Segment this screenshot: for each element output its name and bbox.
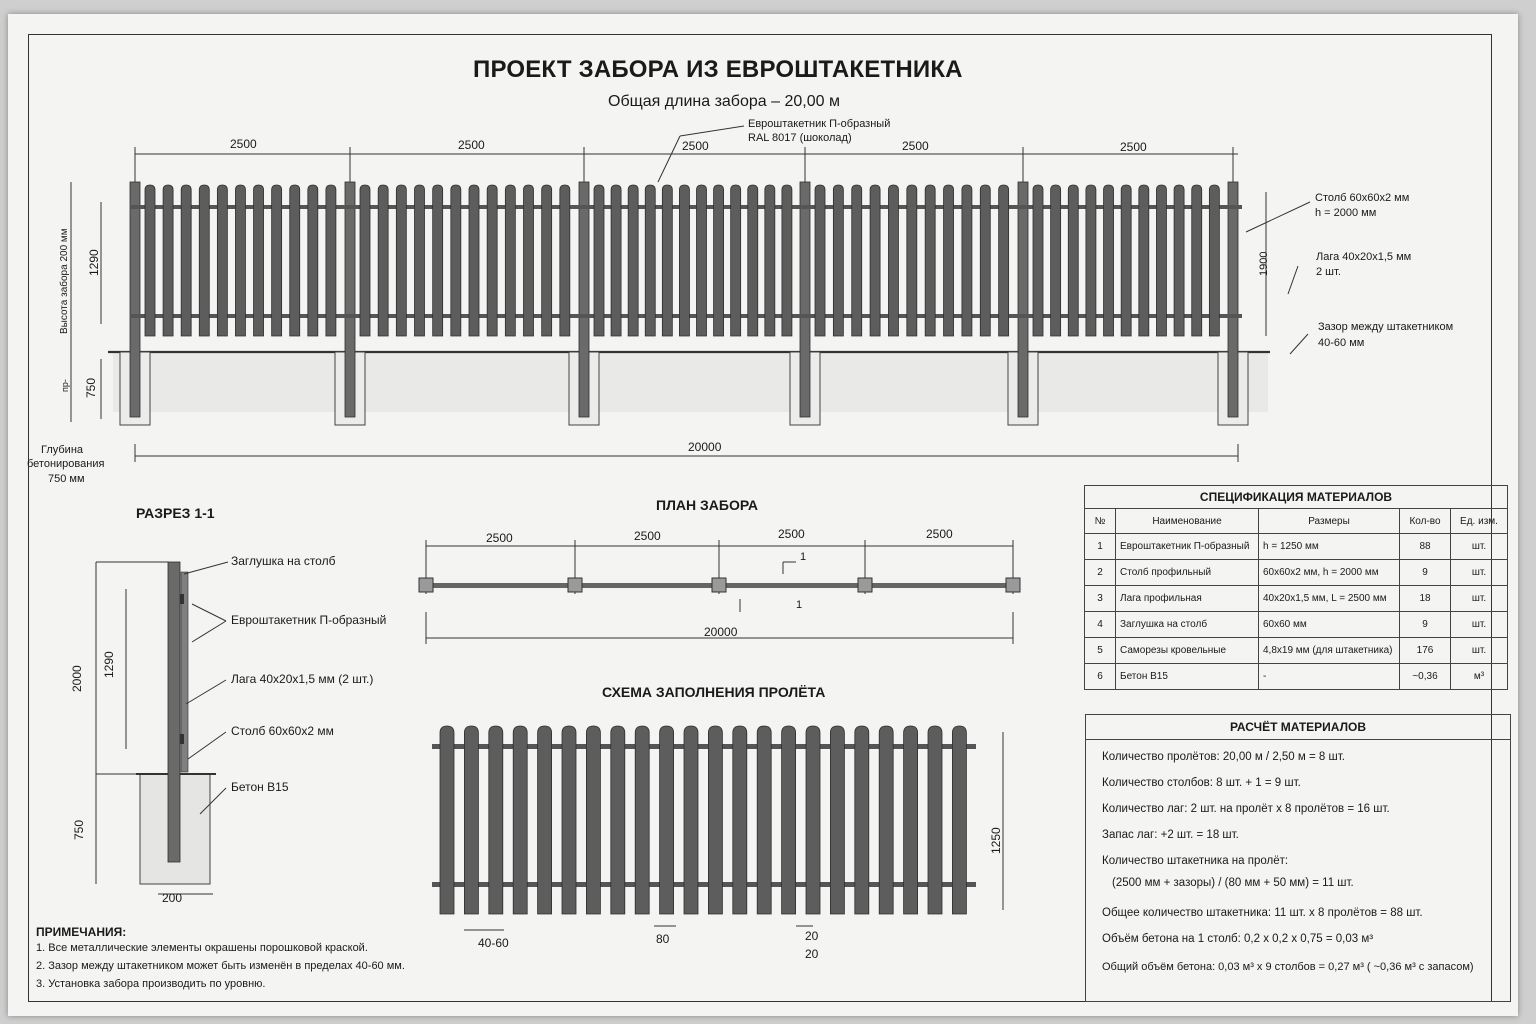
elev-span-dim-5: 2500 [1120, 140, 1147, 154]
page-title: ПРОЕКТ ЗАБОРА ИЗ ЕВРОШТАКЕТНИКА [473, 56, 963, 83]
scheme-picket [635, 726, 649, 914]
spec-cell: 60х60 мм [1259, 612, 1400, 638]
section-picket-label: Евроштакетник П-образный [231, 613, 387, 627]
elev-picket [697, 185, 707, 336]
calc-line: Количество штакетника на пролёт: [1102, 855, 1289, 867]
elev-picket [870, 185, 880, 336]
elev-dim-1900: 1900 [1258, 251, 1270, 276]
spec-cell: 18 [1400, 586, 1451, 612]
elev-picket [765, 185, 775, 336]
elev-picket [925, 185, 935, 336]
plan-post [712, 578, 726, 592]
calc-line: Количество пролётов: 20,00 м / 2,50 м = 8 шт. [1102, 751, 1345, 763]
picket-note-line2: RAL 8017 (шоколад) [748, 132, 852, 144]
fence-elevation [71, 126, 1310, 462]
elev-picket [1192, 185, 1202, 336]
calc-line: Объём бетона на 1 столб: 0,2 х 0,2 х 0,75 = 0,03 м³ [1102, 933, 1374, 945]
elev-picket [888, 185, 898, 336]
post-label-line1: Столб 60х60х2 мм [1315, 192, 1410, 204]
spec-cell: 88 [1400, 534, 1451, 560]
elev-picket [833, 185, 843, 336]
scheme-picket [855, 726, 869, 914]
elev-picket [542, 185, 552, 336]
scheme-picket [586, 726, 600, 914]
elev-picket [782, 185, 792, 336]
plan-title: ПЛАН ЗАБОРА [656, 497, 759, 513]
spec-col-qty: Кол-во [1400, 509, 1451, 534]
spec-cell: 40х20х1,5 мм, L = 2500 мм [1259, 586, 1400, 612]
spec-cell: - [1259, 664, 1400, 690]
scheme-picket [513, 726, 527, 914]
table-row [1085, 560, 1508, 586]
picket-leader [680, 126, 744, 136]
elev-picket [505, 185, 515, 336]
depth-label-line1: Глубина [41, 444, 84, 456]
scheme-picket [928, 726, 942, 914]
page-subtitle: Общая длина забора – 20,00 м [608, 93, 840, 110]
elev-picket [815, 185, 825, 336]
rail-label-line2: 2 шт. [1316, 266, 1341, 278]
spec-cell: Саморезы кровельные [1116, 638, 1259, 664]
calc-line: Количество столбов: 8 шт. + 1 = 9 шт. [1102, 777, 1301, 789]
spec-cell: шт. [1451, 586, 1508, 612]
elev-picket [679, 185, 689, 336]
calc-line: Общее количество штакетника: 11 шт. х 8 пролётов = 88 шт. [1102, 907, 1423, 919]
scheme-picket [660, 726, 674, 914]
scheme-picket [757, 726, 771, 914]
elev-picket [217, 185, 227, 336]
gap-leader [1290, 334, 1308, 354]
depth-label-line3: 750 мм [48, 473, 85, 485]
elev-picket [731, 185, 741, 336]
elev-picket [980, 185, 990, 336]
spec-cell: 4 [1085, 612, 1116, 638]
spec-cell: 6 [1085, 664, 1116, 690]
scheme-dim-height: 1250 [989, 827, 1003, 854]
elev-picket [524, 185, 534, 336]
spec-col-num: № [1085, 509, 1116, 534]
picket-leader [658, 136, 680, 182]
gap-label-line1: Зазор между штакетником [1318, 321, 1454, 333]
scheme-picket [806, 726, 820, 914]
elev-picket [1068, 185, 1078, 336]
elev-picket [962, 185, 972, 336]
notes-title: ПРИМЕЧАНИЯ: [36, 925, 127, 939]
section-rail-bottom [180, 734, 184, 744]
plan-post [1006, 578, 1020, 592]
spec-cell: ~0,36 [1400, 664, 1451, 690]
elev-picket [181, 185, 191, 336]
section-picket-leader [192, 621, 226, 642]
scheme-picket [879, 726, 893, 914]
scheme-picket [538, 726, 552, 914]
fence-post [800, 182, 810, 417]
elev-picket [1174, 185, 1184, 336]
elev-dim-1290: 1290 [87, 249, 101, 276]
elev-picket [433, 185, 443, 336]
elev-picket [1156, 185, 1166, 336]
spec-cell: 2 [1085, 560, 1116, 586]
picket-note-line1: Евроштакетник П-образный [748, 118, 891, 130]
section-post-label: Столб 60х60х2 мм [231, 724, 334, 738]
gap-label-line2: 40-60 мм [1318, 337, 1365, 349]
fence-post [130, 182, 140, 417]
spec-cell: 5 [1085, 638, 1116, 664]
spec-cell: Заглушка на столб [1116, 612, 1259, 638]
spec-cell: 60х60х2 мм, h = 2000 мм [1259, 560, 1400, 586]
plan-cut-mark-bottom: 1 [796, 599, 803, 611]
section-concrete-label: Бетон В15 [231, 780, 289, 794]
spec-col-name: Наименование [1116, 509, 1259, 534]
fence-height-label: Высота забора 200 мм [59, 228, 70, 334]
spec-caption: СПЕЦИФИКАЦИЯ МАТЕРИАЛОВ [1085, 486, 1508, 509]
spec-cell: 9 [1400, 560, 1451, 586]
calc-line: Общий объём бетона: 0,03 м³ х 9 столбов = 0,27 м³ ( ~0,36 м³ с запасом) [1102, 961, 1474, 973]
elev-picket [611, 185, 621, 336]
table-row [1085, 534, 1508, 560]
plan-span-dim-1: 2500 [486, 531, 513, 545]
fence-post [345, 182, 355, 417]
materials-calc-box [1085, 714, 1511, 1002]
table-row [1085, 586, 1508, 612]
plan-cut-mark-top: 1 [800, 551, 807, 563]
scheme-picket [562, 726, 576, 914]
elev-picket [852, 185, 862, 336]
elev-picket [560, 185, 570, 336]
section-rail-label: Лага 40х20х1,5 мм (2 шт.) [231, 672, 374, 686]
table-row [1085, 638, 1508, 664]
elev-picket [944, 185, 954, 336]
post-label-line2: h = 2000 мм [1315, 207, 1377, 219]
scheme-picket [489, 726, 503, 914]
spec-cell: 9 [1400, 612, 1451, 638]
rail-leader [1288, 266, 1298, 294]
spec-cell: 176 [1400, 638, 1451, 664]
fence-post [1018, 182, 1028, 417]
fence-post [1228, 182, 1238, 417]
elev-picket [628, 185, 638, 336]
spec-cell: шт. [1451, 612, 1508, 638]
elev-total-dim: 20000 [688, 440, 722, 454]
section-dim-2000: 2000 [70, 665, 84, 692]
scheme-picket [708, 726, 722, 914]
elev-picket [235, 185, 245, 336]
section-cap-leader [184, 562, 228, 574]
note-item: 1. Все металлические элементы окрашены порошковой краской. [36, 942, 368, 954]
scheme-picket [611, 726, 625, 914]
elev-picket [1121, 185, 1131, 336]
scheme-title: СХЕМА ЗАПОЛНЕНИЯ ПРОЛЁТА [602, 684, 826, 700]
elev-span-dim-2: 2500 [458, 138, 485, 152]
section-post-leader [188, 732, 226, 759]
spec-cell: Лага профильная [1116, 586, 1259, 612]
scheme-dim-a: 20 [805, 929, 819, 943]
calc-line: Запас лаг: +2 шт. = 18 шт. [1102, 829, 1239, 841]
scheme-picket [830, 726, 844, 914]
elev-picket [1051, 185, 1061, 336]
elev-picket [1209, 185, 1219, 336]
table-row [1085, 664, 1508, 690]
elev-picket [163, 185, 173, 336]
spec-header-row [1085, 509, 1508, 534]
elev-picket [487, 185, 497, 336]
scheme-dim-gap: 40-60 [478, 936, 509, 950]
spec-cell: 3 [1085, 586, 1116, 612]
section-dim-200: 200 [162, 891, 183, 905]
spec-cell: Столб профильный [1116, 560, 1259, 586]
elev-picket [415, 185, 425, 336]
elev-picket [199, 185, 209, 336]
elev-picket [1104, 185, 1114, 336]
ground-mark: пр- [60, 379, 70, 392]
plan-span-dim-3: 2500 [778, 527, 805, 541]
elev-picket [451, 185, 461, 336]
section-1-1-drawing [96, 562, 228, 894]
elev-picket [594, 185, 604, 336]
section-post [168, 562, 180, 862]
elev-picket [748, 185, 758, 336]
section-rail-leader [186, 680, 226, 704]
elev-picket [1139, 185, 1149, 336]
elev-picket [469, 185, 479, 336]
elev-picket [714, 185, 724, 336]
spec-cell: Евроштакетник П-образный [1116, 534, 1259, 560]
calc-line: Количество лаг: 2 шт. на пролёт х 8 пролётов = 16 шт. [1102, 803, 1390, 815]
section-title: РАЗРЕЗ 1-1 [136, 505, 215, 521]
elev-span-dim-1: 2500 [230, 137, 257, 151]
plan-span-dim-2: 2500 [634, 529, 661, 543]
elev-picket [662, 185, 672, 336]
scheme-picket [464, 726, 478, 914]
materials-spec-table [1084, 485, 1508, 690]
drawing-sheet [8, 14, 1518, 1016]
scheme-picket [733, 726, 747, 914]
elev-picket [999, 185, 1009, 336]
elev-picket [360, 185, 370, 336]
plan-total-dim: 20000 [704, 625, 738, 639]
table-row [1085, 612, 1508, 638]
elev-picket [1086, 185, 1096, 336]
scheme-picket [952, 726, 966, 914]
scheme-picket [904, 726, 918, 914]
fence-post [579, 182, 589, 417]
spec-cell: 1 [1085, 534, 1116, 560]
note-item: 3. Установка забора производить по уровню. [36, 978, 266, 990]
plan-post [419, 578, 433, 592]
elev-picket [290, 185, 300, 336]
elev-picket [396, 185, 406, 336]
section-dim-750: 750 [72, 819, 86, 840]
scheme-picket [440, 726, 454, 914]
elev-picket [272, 185, 282, 336]
spec-cell: 4,8х19 мм (для штакетника) [1259, 638, 1400, 664]
rail-label-line1: Лага 40х20х1,5 мм [1316, 251, 1412, 263]
scheme-dim-width: 80 [656, 932, 670, 946]
calc-caption: РАСЧЁТ МАТЕРИАЛОВ [1086, 715, 1510, 740]
scheme-picket [684, 726, 698, 914]
elev-picket [326, 185, 336, 336]
ground-fill [113, 352, 1268, 412]
calc-line: (2500 мм + зазоры) / (80 мм + 50 мм) = 11 шт. [1112, 877, 1354, 889]
spec-cell: м³ [1451, 664, 1508, 690]
plan-span-dim-4: 2500 [926, 527, 953, 541]
spec-cell: шт. [1451, 560, 1508, 586]
scheme-dim-b: 20 [805, 947, 819, 961]
depth-label-line2: бетонирования [27, 458, 105, 470]
elev-dim-750: 750 [84, 377, 98, 398]
note-item: 2. Зазор между штакетником может быть изменён в пределах 40-60 мм. [36, 960, 405, 972]
elev-picket [378, 185, 388, 336]
span-scheme-drawing [432, 726, 1003, 930]
elev-picket [1033, 185, 1043, 336]
elev-picket [254, 185, 264, 336]
elev-picket [308, 185, 318, 336]
spec-cell: Бетон В15 [1116, 664, 1259, 690]
spec-cell: h = 1250 мм [1259, 534, 1400, 560]
scheme-picket [782, 726, 796, 914]
spec-col-size: Размеры [1259, 509, 1400, 534]
spec-col-unit: Ед. изм. [1451, 509, 1508, 534]
plan-post [858, 578, 872, 592]
elev-span-dim-3: 2500 [682, 139, 709, 153]
elev-picket [907, 185, 917, 336]
elev-picket [145, 185, 155, 336]
section-picket-leader [192, 604, 226, 621]
spec-cell: шт. [1451, 638, 1508, 664]
elev-span-dim-4: 2500 [902, 139, 929, 153]
plan-post [568, 578, 582, 592]
section-dim-1290: 1290 [102, 651, 116, 678]
spec-cell: шт. [1451, 534, 1508, 560]
section-rail-top [180, 594, 184, 604]
section-cap-label: Заглушка на столб [231, 554, 336, 568]
post-leader [1246, 202, 1310, 232]
elev-picket [645, 185, 655, 336]
